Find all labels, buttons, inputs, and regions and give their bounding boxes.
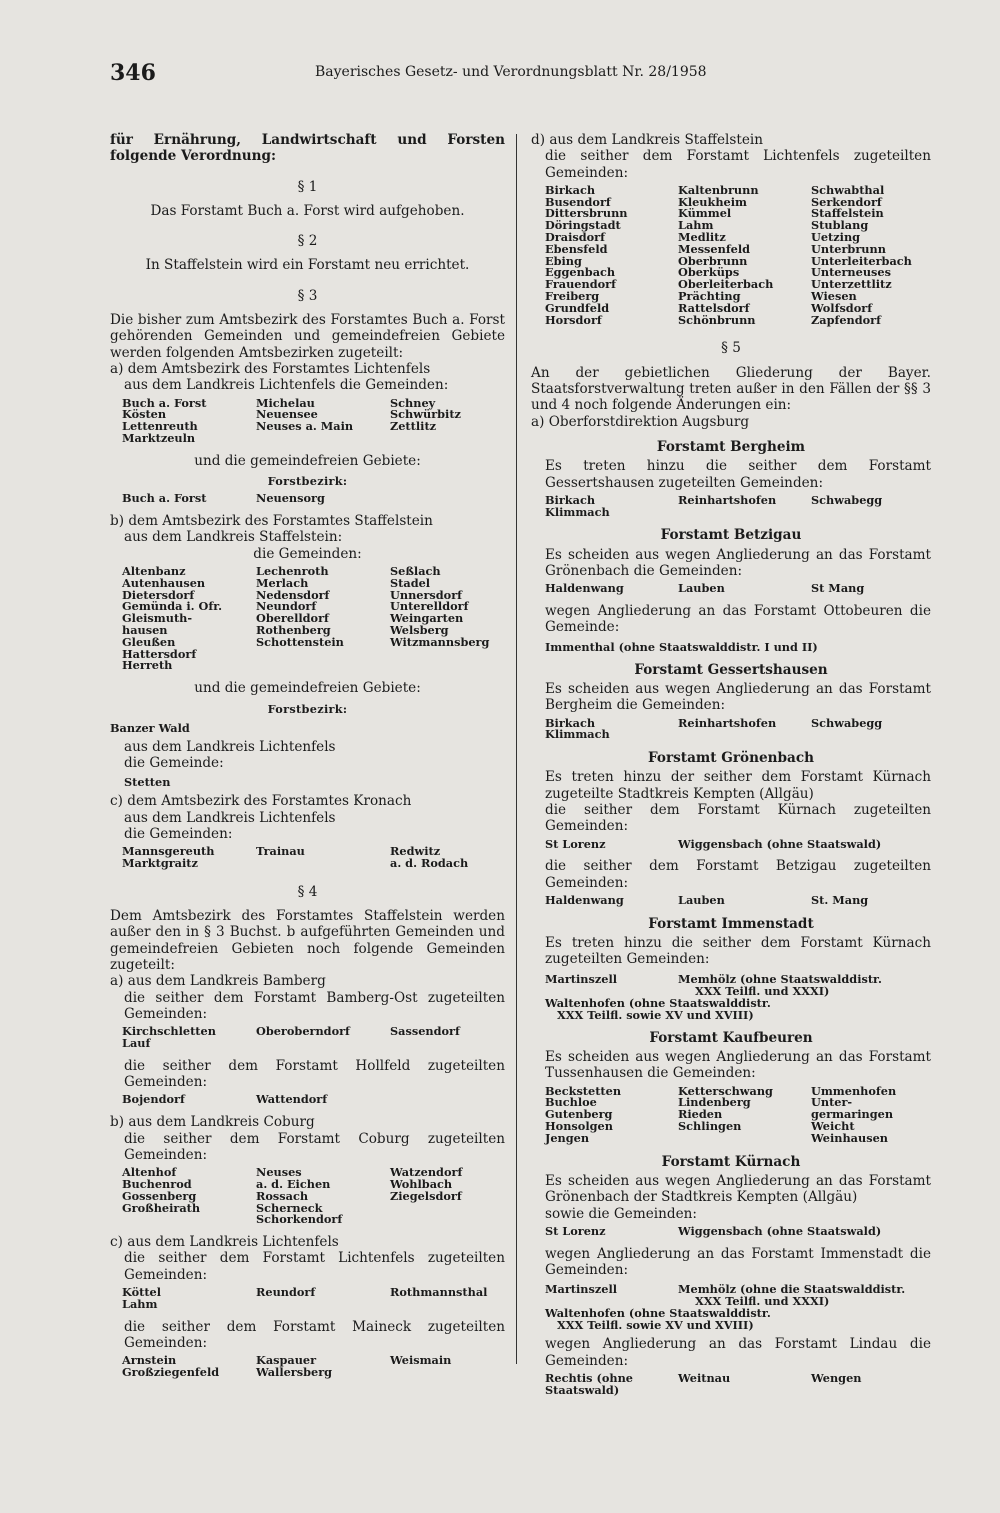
list-entry [390, 1367, 522, 1379]
list-entry [256, 858, 390, 870]
list-entry: germaringen [811, 1107, 894, 1122]
list-entry [678, 729, 811, 741]
list-entry: Lauben [678, 893, 725, 908]
item-b-line1: b) dem Amtsbezirk des Forstamtes Staffelstein [110, 513, 433, 530]
list-entry: Ziegelsdorf [390, 1188, 462, 1203]
item-c-line1: c) dem Amtsbezirk des Forstamtes Kronach [110, 793, 412, 810]
list-entry: Lahm [678, 218, 714, 233]
list-entry [678, 1385, 811, 1397]
list-entry [390, 1203, 522, 1215]
community-list [122, 1355, 505, 1379]
item-a-line1: a) dem Amtsbezirk des Forstamtes Lichtenfels [110, 360, 431, 377]
forstamt-text: Es scheiden aus wegen Angliederung an das Forstamt Bergheim die Gemeinden: [545, 681, 931, 714]
list-entry: Schottenstein [256, 634, 344, 649]
list-entry: Uetzing [811, 230, 861, 245]
list-entry: Haldenwang [545, 893, 624, 908]
list-entry [390, 433, 522, 445]
list-entry: Buchloe [545, 1095, 597, 1110]
list-entry [811, 507, 945, 519]
list-entry: Gleismuth- [122, 611, 193, 626]
list-entry [390, 1299, 522, 1311]
forstamt-heading: Forstamt Betzigau [660, 527, 802, 544]
list-entry: Gossenberg [122, 1188, 197, 1203]
gemeindefreie-heading: und die gemeindefreien Gebiete: [194, 680, 421, 697]
list-entry: Autenhausen [122, 575, 206, 590]
list-entry: Neuensorg [256, 491, 325, 506]
community-note: XXX Teilfl. sowie XV und XVIII) [557, 1318, 754, 1333]
list-entry: Altenhof [122, 1165, 177, 1180]
item-b-line5: die Gemeinde: [124, 755, 224, 772]
item-b-line3: die Gemeinden: [253, 545, 362, 562]
forstamt-heading: Forstamt Kürnach [661, 1153, 801, 1170]
section-1-title: § 1 [297, 178, 318, 195]
list-entry: Arnstein [122, 1353, 177, 1368]
list-entry: Lettenreuth [122, 419, 198, 434]
forstbezirk-label: Forstbezirk: [267, 701, 348, 716]
community-name: Stetten [124, 775, 171, 790]
s4-item-c-text2: die seither dem Forstamt Maineck zugeteilten Gemeinden: [124, 1318, 505, 1351]
list-entry: Lindenberg [678, 1095, 751, 1110]
list-entry: Ummenhofen [811, 1083, 897, 1098]
community-name: Memhölz (ohne Staatswalddistr. [678, 971, 882, 986]
community-list [122, 395, 505, 445]
forest-name: Banzer Wald [110, 720, 190, 735]
list-entry: Hattersdorf [122, 646, 197, 661]
list-entry: Trainau [256, 844, 305, 859]
list-entry: a. d. Rodach [390, 856, 469, 871]
list-entry: Ebing [545, 253, 582, 268]
forstamt-text: wegen Angliederung an das Forstamt Lindau die Gemeinden: [545, 1336, 931, 1369]
item-b-line2: aus dem Landkreis Staffelstein: [124, 529, 343, 546]
list-entry: hausen [122, 623, 168, 638]
list-entry: Weinhausen [811, 1130, 888, 1145]
community-list [545, 895, 931, 907]
list-entry: Herreth [122, 658, 173, 673]
list-entry: Horsdorf [545, 312, 602, 327]
list-entry: Unterleiterbach [811, 253, 912, 268]
community-name: Martinszell [545, 971, 618, 986]
list-entry: Schwürbitz [390, 407, 461, 422]
list-entry [811, 729, 945, 741]
list-entry: Unter- [811, 1095, 853, 1110]
list-entry: Gutenberg [545, 1107, 613, 1122]
list-entry: Birkach [545, 492, 596, 507]
list-entry: Jengen [545, 1130, 590, 1145]
list-entry: Redwitz [390, 844, 441, 859]
list-entry: Rossach [256, 1188, 309, 1203]
list-entry: Wattendorf [256, 1092, 328, 1107]
list-entry: Kirchschletten [122, 1024, 216, 1039]
section-2-title: § 2 [297, 233, 318, 250]
s4-item-a-text1: die seither dem Forstamt Bamberg-Ost zugeteilten Gemeinden: [124, 989, 505, 1022]
forstamt-heading: Forstamt Kaufbeuren [649, 1029, 813, 1046]
list-entry: Freiberg [545, 289, 600, 304]
list-entry: Rothmannsthal [390, 1285, 488, 1299]
list-entry: Kleukheim [678, 194, 747, 209]
forstamt-text: Es scheiden aus wegen Angliederung an das Forstamt Tussenhausen die Gemeinden: [545, 1049, 931, 1082]
list-entry: Birkach [545, 182, 596, 197]
list-entry: Zapfendorf [811, 312, 881, 327]
s4-item-a-text2: die seither dem Forstamt Hollfeld zugeteilten Gemeinden: [124, 1057, 505, 1091]
list-entry: Staffelstein [811, 206, 884, 221]
list-entry: Lauf [122, 1036, 151, 1051]
list-entry: Schwabegg [811, 492, 883, 507]
list-entry: Reinhartshofen [678, 492, 777, 507]
list-entry: Schlingen [678, 1119, 742, 1134]
forstamt-text: Es treten hinzu die seither dem Forstamt Kürnach zugeteilten Gemeinden: [545, 935, 931, 968]
list-entry: Unnersdorf [390, 587, 463, 602]
community-list [122, 1026, 505, 1050]
list-entry: Unterbrunn [811, 241, 886, 256]
list-entry: Staatswald) [545, 1382, 620, 1397]
list-entry: Merlach [256, 575, 309, 590]
list-entry: Unterelldorf [390, 599, 469, 614]
community-list [545, 583, 931, 595]
list-entry [256, 433, 390, 445]
list-entry: Zettlitz [390, 419, 437, 434]
section-2-text: In Staffelstein wird ein Forstamt neu errichtet. [145, 257, 470, 274]
list-entry: Marktgraitz [122, 856, 198, 871]
forstamt-text: Es scheiden aus wegen Angliederung an das Forstamt Grönenbach der Stadtkreis Kempten (Allgäu) [545, 1172, 931, 1206]
forstamt-heading: Forstamt Bergheim [656, 438, 806, 455]
forstamt-heading: Forstamt Grönenbach [648, 750, 814, 767]
list-entry: Haldenwang [545, 581, 624, 596]
page-number: 346 [110, 60, 156, 86]
list-entry: Ketterschwang [678, 1083, 773, 1098]
list-entry [390, 493, 522, 505]
community-name: Immenthal (ohne Staatswalddistr. I und II) [545, 639, 818, 654]
community-list [545, 1083, 931, 1145]
community-note: XXX Teilfl. sowie XV und XVIII) [557, 1007, 754, 1022]
item-c-line3: die Gemeinden: [124, 825, 233, 842]
list-entry: Rothenberg [256, 623, 331, 638]
list-entry: Birkach [545, 715, 596, 730]
community-list [122, 1287, 505, 1311]
community-list [545, 836, 931, 851]
list-entry: Serkendorf [811, 194, 882, 209]
list-entry: Medlitz [678, 230, 726, 245]
list-entry: Neundorf [256, 599, 317, 614]
list-entry: Großziegenfeld [122, 1364, 220, 1379]
list-entry [256, 660, 390, 672]
section-1-text: Das Forstamt Buch a. Forst wird aufgehoben. [150, 202, 465, 219]
list-entry: Köttel [122, 1285, 162, 1299]
list-entry: Dittersbrunn [545, 206, 628, 221]
section-4-title: § 4 [297, 883, 318, 900]
list-entry: Eggenbach [545, 265, 616, 280]
list-entry: Lauben [678, 581, 725, 596]
list-entry: Schorkendorf [256, 1212, 343, 1227]
list-entry: Wolfsdorf [811, 300, 873, 315]
community-note: XXX Teilfl. und XXXI) [695, 1294, 830, 1309]
list-entry: Klimmach [545, 504, 610, 519]
forstamt-text: die seither dem Forstamt Betzigau zugeteilten Gemeinden: [545, 858, 931, 891]
list-entry: Buch a. Forst [122, 395, 207, 410]
list-entry [390, 649, 522, 661]
list-entry: Draisdorf [545, 230, 605, 245]
list-entry [811, 1385, 945, 1397]
list-entry: Schney [390, 395, 436, 410]
list-entry: Prächting [678, 289, 741, 304]
list-entry: St Lorenz [545, 836, 606, 851]
left-column [110, 132, 505, 1387]
list-entry: Wohlbach [390, 1176, 453, 1191]
section-3-text: Die bisher zum Amtsbezirk des Forstamtes Buch a. Forst gehörenden Gemeinden und gemeindefreien Gebiete werden folgenden Amtsbezirken zugeteilt: [110, 312, 505, 361]
list-entry: Neuses [256, 1165, 302, 1180]
forstbezirk-label: Forstbezirk: [267, 474, 348, 489]
list-entry: Lechenroth [256, 564, 329, 579]
community-note: XXX Teilfl. und XXXI) [695, 983, 830, 998]
s4-item-b-text: die seither dem Forstamt Coburg zugeteilten Gemeinden: [124, 1130, 505, 1163]
list-entry: Stadel [390, 575, 431, 590]
list-entry: Gemünda i. Ofr. [122, 599, 223, 614]
list-entry [390, 1094, 522, 1106]
list-entry: Weismain [390, 1353, 452, 1368]
list-entry: Großheirath [122, 1200, 201, 1215]
list-entry: Sassendorf [390, 1024, 460, 1039]
section-3-title: § 3 [297, 287, 318, 304]
list-entry: Ebensfeld [545, 241, 608, 256]
list-entry: Reundorf [256, 1285, 316, 1299]
list-entry: Bojendorf [122, 1092, 185, 1107]
forstamt-text: Es scheiden aus wegen Angliederung an das Forstamt Grönenbach die Gemeinden: [545, 546, 931, 580]
right-column [531, 132, 931, 1404]
list-entry: Schwabegg [811, 715, 883, 730]
list-entry: Gleußen [122, 634, 176, 649]
list-entry [256, 649, 390, 661]
list-entry [390, 1038, 522, 1050]
list-entry: Frauendorf [545, 277, 616, 292]
item-c-line2: aus dem Landkreis Lichtenfels [124, 809, 336, 826]
list-entry: Oberleiterbach [678, 277, 774, 292]
list-entry: Neuensee [256, 407, 318, 422]
list-entry: Witzmannsberg [390, 634, 490, 649]
list-entry: Honsolgen [545, 1119, 613, 1134]
community-list [122, 1167, 505, 1226]
list-entry: Busendorf [545, 194, 611, 209]
list-entry: Rattelsdorf [678, 300, 750, 315]
forstamt-text: wegen Angliederung an das Forstamt Immenstadt die Gemeinden: [545, 1245, 931, 1278]
list-entry [678, 507, 811, 519]
community-block [531, 973, 931, 1021]
list-entry: Messenfeld [678, 241, 751, 256]
community-name: Waltenhofen (ohne Staatswalddistr. [545, 1306, 771, 1321]
publication-title: Bayerisches Gesetz- und Verordnungsblatt Nr. 28/1958 [315, 64, 707, 80]
list-entry: Seßlach [390, 564, 441, 579]
list-entry: a. d. Eichen [256, 1176, 331, 1191]
community-list [122, 1094, 505, 1106]
forstamt-text: Es treten hinzu die seither dem Forstamt Gessertshausen zugeteilten Gemeinden: [545, 458, 931, 491]
item-a-line2: aus dem Landkreis Lichtenfels die Gemeinden: [124, 377, 449, 394]
list-entry: Beckstetten [545, 1083, 622, 1098]
list-entry: Rechtis (ohne [545, 1370, 633, 1385]
list-entry: Watzendorf [390, 1165, 463, 1180]
list-entry: Stublang [811, 218, 869, 233]
list-entry: Kösten [122, 407, 167, 422]
list-entry: Welsberg [390, 623, 449, 638]
forstamt-text: wegen Angliederung an das Forstamt Ottobeuren die Gemeinde: [545, 603, 931, 636]
s4-item-a: a) aus dem Landkreis Bamberg [110, 973, 326, 990]
community-list [122, 566, 505, 672]
s4-item-c-text1: die seither dem Forstamt Lichtenfels zugeteilten Gemeinden: [124, 1250, 505, 1283]
list-entry: Wiggensbach (ohne Staatswald) [678, 1223, 882, 1238]
list-entry [678, 1133, 811, 1145]
list-entry: Lahm [122, 1296, 158, 1311]
forstamt-text: Es treten hinzu der seither dem Forstamt Kürnach zugeteilte Stadtkreis Kempten (Allgäu) [545, 769, 931, 802]
community-list [545, 715, 931, 742]
list-entry: Nedensdorf [256, 587, 330, 602]
s4-item-b: b) aus dem Landkreis Coburg [110, 1114, 315, 1131]
list-entry: Marktzeuln [122, 430, 196, 445]
list-entry: Mannsgereuth [122, 844, 215, 859]
list-entry: Klimmach [545, 727, 610, 742]
community-name: Waltenhofen (ohne Staatswalddistr. [545, 995, 771, 1010]
list-entry: Weitnau [678, 1370, 731, 1385]
list-entry: Döringstadt [545, 218, 621, 233]
gemeindefreie-heading: und die gemeindefreien Gebiete: [194, 452, 421, 469]
list-entry [390, 660, 522, 672]
intro-text: für Ernährung, Landwirtschaft und Forsten folgende Verordnung: [110, 132, 505, 165]
forstamt-text: die seither dem Forstamt Kürnach zugeteilten Gemeinden: [545, 802, 931, 835]
list-entry: Neuses a. Main [256, 419, 354, 434]
list-entry: Reinhartshofen [678, 715, 777, 730]
community-name: Martinszell [545, 1282, 618, 1297]
community-name: Memhölz (ohne die Staatswalddistr. [678, 1282, 906, 1297]
s4-item-c: c) aus dem Landkreis Lichtenfels [110, 1234, 339, 1251]
list-entry: Kaspauer [256, 1353, 317, 1368]
community-list [122, 846, 505, 870]
list-entry [122, 1214, 256, 1226]
list-entry: Wallersberg [256, 1364, 333, 1379]
list-entry: Weingarten [390, 611, 464, 626]
community-list [545, 1223, 931, 1238]
list-entry: Rieden [678, 1107, 723, 1122]
item-d-line1: d) aus dem Landkreis Staffelstein [531, 132, 763, 148]
section-5-text: An der gebietlichen Gliederung der Bayer. Staatsforstverwaltung treten außer in den Fällen der §§ 3 und 4 noch folgende Änderungen ein: [531, 364, 931, 414]
list-entry: Schwabthal [811, 182, 885, 197]
list-entry: Oberoberndorf [256, 1024, 350, 1039]
oberforstdirektion-line: a) Oberforstdirektion Augsburg [531, 413, 750, 430]
list-entry: Unterzettlitz [811, 277, 892, 292]
list-entry: Altenbanz [122, 564, 186, 579]
forstamt-text: sowie die Gemeinden: [545, 1205, 697, 1222]
list-entry: Oberküps [678, 265, 740, 280]
page-header [110, 60, 930, 90]
list-entry: Kümmel [678, 206, 732, 221]
list-entry: Schönbrunn [678, 312, 756, 327]
item-d-text: die seither dem Forstamt Lichtenfels zugeteilten Gemeinden: [545, 148, 931, 181]
list-entry: Grundfeld [545, 300, 610, 315]
item-b-line4: aus dem Landkreis Lichtenfels [124, 738, 336, 755]
list-entry: Wiggensbach (ohne Staatswald) [678, 836, 882, 851]
list-entry [256, 1299, 390, 1311]
list-entry [256, 1038, 390, 1050]
forest-list [122, 493, 505, 505]
community-list [545, 1370, 931, 1397]
community-list [545, 182, 931, 327]
list-entry: Wiesen [811, 289, 857, 304]
community-block [531, 1283, 931, 1331]
list-entry [390, 1214, 522, 1226]
section-4-text: Dem Amtsbezirk des Forstamtes Staffelstein werden außer den in § 3 Buchst. b aufgeführten Gemeinden und gemeindefreien Gebieten noch folgende Gemeinden zugeteilt: [110, 908, 505, 974]
list-entry: Scherneck [256, 1200, 323, 1215]
list-entry: Weicht [811, 1119, 855, 1134]
list-entry: St Lorenz [545, 1223, 606, 1238]
list-entry: Oberelldorf [256, 611, 329, 626]
list-entry: Kaltenbrunn [678, 182, 759, 197]
section-5-title: § 5 [721, 340, 741, 357]
list-entry: Buch a. Forst [122, 491, 207, 506]
list-entry: St Mang [811, 581, 865, 596]
list-entry: St. Mang [811, 893, 869, 908]
list-entry: Wengen [811, 1370, 862, 1385]
list-entry: Michelau [256, 395, 315, 410]
list-entry: Buchenrod [122, 1176, 192, 1191]
forstamt-heading: Forstamt Immenstadt [648, 915, 814, 932]
community-list [545, 492, 931, 519]
forstamt-heading: Forstamt Gessertshausen [634, 661, 828, 678]
list-entry: Dietersdorf [122, 587, 195, 602]
list-entry: Oberbrunn [678, 253, 748, 268]
list-entry: Unterneuses [811, 265, 891, 280]
